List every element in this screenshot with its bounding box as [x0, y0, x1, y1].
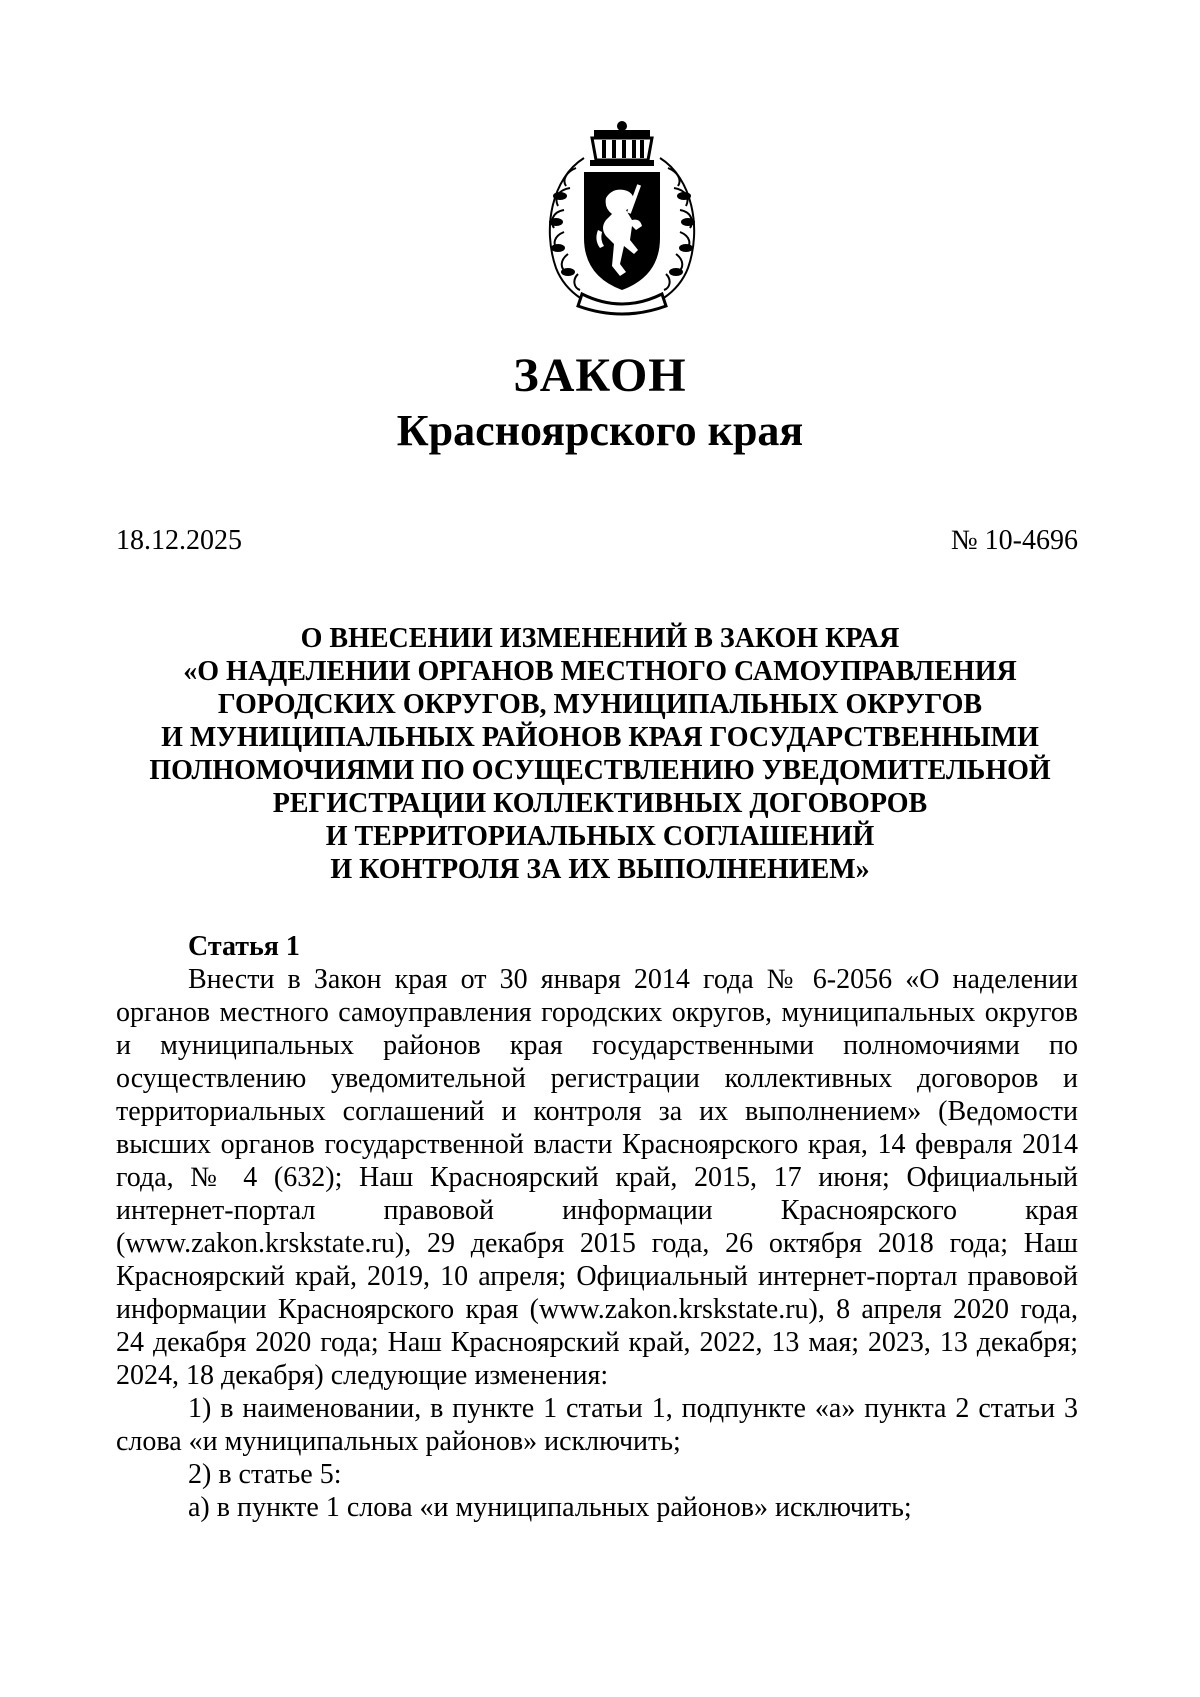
- amendment-item-2: 2) в статье 5:: [188, 1459, 342, 1490]
- heading-line: И МУНИЦИПАЛЬНЫХ РАЙОНОВ КРАЯ ГОСУДАРСТВЕННЫМИ: [161, 722, 1039, 753]
- amendment-item-1: 1) в наименовании, в пункте 1 статьи 1, подпункте «а» пункта 2 статьи 3 слова «и муниципальных районов» исключить;: [116, 1393, 1078, 1457]
- article-title: Статья 1: [188, 931, 300, 962]
- heading-line: «О НАДЕЛЕНИИ ОРГАНОВ МЕСТНОГО САМОУПРАВЛЕНИЯ: [183, 656, 1017, 687]
- heading-line: РЕГИСТРАЦИИ КОЛЛЕКТИВНЫХ ДОГОВОРОВ: [272, 788, 928, 819]
- law-body: [116, 930, 1078, 1524]
- law-heading: [0, 622, 1200, 886]
- article-paragraph: Внести в Закон края от 30 января 2014 года № 6-2056 «О наделении органов местного самоуправления городских округов, муниципальных округов и муниципальных районов края государственными полномочиями по осуществлению уведомительной регистрации коллективных договоров и территориальных соглашений и контроля за их выполнением» (Ведомости высших органов государственной власти Красноярского края, 14 февраля 2014 года, № 4 (632); Наш Красноярский край, 2015, 17 июня; Официальный интернет-портал правовой информации Красноярского края (www.zakon.krskstate.ru), 29 декабря 2015 года, 26 октября 2018 года; Наш Красноярский край, 2019, 10 апреля; Официальный интернет-портал правовой информации Красноярского края (www.zakon.krskstate.ru), 8 апреля 2020 года, 24 декабря 2020 года; Наш Красноярский край, 2022, 13 мая; 2023, 13 декабря; 2024, 18 декабря) следующие изменения:: [116, 964, 1078, 1391]
- coat-of-arms-emblem: [532, 118, 712, 318]
- heading-line: ГОРОДСКИХ ОКРУГОВ, МУНИЦИПАЛЬНЫХ ОКРУГОВ: [217, 689, 983, 720]
- law-title: ЗАКОН: [513, 349, 687, 402]
- amendment-item-2a: а) в пункте 1 слова «и муниципальных районов» исключить;: [188, 1492, 912, 1523]
- heading-line: И ТЕРРИТОРИАЛЬНЫХ СОГЛАШЕНИЙ: [325, 821, 875, 852]
- heading-line: И КОНТРОЛЯ ЗА ИХ ВЫПОЛНЕНИЕМ»: [330, 854, 870, 885]
- law-number: № 10-4696: [950, 525, 1078, 556]
- heading-line: О ВНЕСЕНИИ ИЗМЕНЕНИЙ В ЗАКОН КРАЯ: [300, 623, 900, 654]
- law-subtitle: Красноярского края: [396, 406, 804, 455]
- law-date: 18.12.2025: [116, 525, 242, 556]
- heading-line: ПОЛНОМОЧИЯМИ ПО ОСУЩЕСТВЛЕНИЮ УВЕДОМИТЕЛЬНОЙ: [149, 755, 1051, 786]
